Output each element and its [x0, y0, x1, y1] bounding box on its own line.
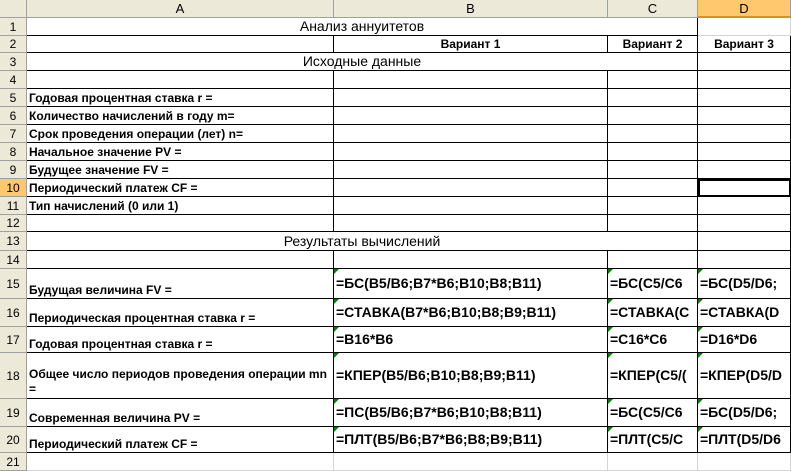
row-7	[0, 125, 791, 143]
row-header-7[interactable]: 7	[0, 125, 27, 143]
cell-b12[interactable]	[334, 215, 608, 232]
row-2	[0, 36, 791, 53]
column-header-d[interactable]: D	[698, 0, 791, 18]
cell-b15-formula[interactable]: =БС(B5/B6;B7*B6;B10;B8;B11)	[334, 269, 608, 299]
cell-d14[interactable]	[698, 251, 791, 269]
cell-a6[interactable]: Количество начислений в году m=	[27, 107, 334, 125]
row-header-1[interactable]: 1	[0, 18, 27, 36]
cell-c9[interactable]	[608, 161, 698, 179]
cell-d16-formula[interactable]: =СТАВКА(D	[698, 299, 791, 327]
cell-a5[interactable]: Годовая процентная ставка r =	[27, 89, 334, 107]
cell-c16-formula[interactable]: =СТАВКА(C	[608, 299, 698, 327]
cell-a16[interactable]: Периодическая процентная ставка r =	[27, 299, 334, 327]
row-13	[0, 232, 791, 251]
row-10	[0, 179, 791, 197]
row-header-14[interactable]: 14	[0, 251, 27, 269]
row-header-21[interactable]: 21	[0, 453, 27, 471]
cell-d21[interactable]	[698, 453, 791, 471]
row-header-2[interactable]: 2	[0, 36, 27, 53]
cell-c7[interactable]	[608, 125, 698, 143]
row-header-3[interactable]: 3	[0, 53, 27, 71]
column-header-bar	[0, 0, 791, 18]
column-header-a[interactable]: A	[27, 0, 334, 18]
cell-d5[interactable]	[698, 89, 791, 107]
row-header-9[interactable]: 9	[0, 161, 27, 179]
row-4	[0, 71, 791, 89]
cell-a1-title[interactable]: Анализ аннуитетов	[27, 18, 698, 36]
cell-d3[interactable]	[698, 53, 791, 71]
cell-c12[interactable]	[608, 215, 698, 232]
cell-d7[interactable]	[698, 125, 791, 143]
row-header-6[interactable]: 6	[0, 107, 27, 125]
cell-b20-formula[interactable]: =ПЛТ(B5/B6;B7*B6;B8;B9;B11)	[334, 427, 608, 453]
cell-c11[interactable]	[608, 197, 698, 215]
row-header-10[interactable]: 10	[0, 179, 27, 197]
row-8	[0, 143, 791, 161]
cell-a9[interactable]: Будущее значение FV =	[27, 161, 334, 179]
cell-d1[interactable]	[698, 18, 791, 36]
cell-d13[interactable]	[698, 232, 791, 251]
row-6	[0, 107, 791, 125]
row-header-15[interactable]: 15	[0, 269, 27, 299]
cell-c6[interactable]	[608, 107, 698, 125]
cell-b2[interactable]: Вариант 1	[334, 36, 608, 53]
cell-a2[interactable]	[27, 36, 334, 53]
row-header-5[interactable]: 5	[0, 89, 27, 107]
cell-c2[interactable]: Вариант 2	[608, 36, 698, 53]
cell-b10[interactable]	[334, 179, 608, 197]
cell-d4[interactable]	[698, 71, 791, 89]
row-header-16[interactable]: 16	[0, 299, 27, 327]
cell-c15-formula[interactable]: =БС(C5/C6	[608, 269, 698, 299]
row-14	[0, 251, 791, 269]
cell-a10[interactable]: Периодический платеж CF =	[27, 179, 334, 197]
cell-a17[interactable]: Годовая процентная ставка r =	[27, 327, 334, 353]
row-9	[0, 161, 791, 179]
row-16	[0, 299, 791, 327]
cell-d19-formula[interactable]: =БС(D5/D6;	[698, 399, 791, 427]
cell-d15-formula[interactable]: =БС(D5/D6;	[698, 269, 791, 299]
cell-c20-formula[interactable]: =ПЛТ(C5/C	[608, 427, 698, 453]
row-header-12[interactable]: 12	[0, 215, 27, 232]
row-18	[0, 353, 791, 399]
cell-a18[interactable]: Общее число периодов проведения операции mn =	[27, 353, 334, 399]
cell-d18-formula[interactable]: =КПЕР(D5/D	[698, 353, 791, 399]
row-header-4[interactable]: 4	[0, 71, 27, 89]
cell-c8[interactable]	[608, 143, 698, 161]
cell-b9[interactable]	[334, 161, 608, 179]
row-12	[0, 215, 791, 232]
cell-c18-formula[interactable]: =КПЕР(C5/(	[608, 353, 698, 399]
cell-b8[interactable]	[334, 143, 608, 161]
cell-c14[interactable]	[608, 251, 698, 269]
cell-a15[interactable]: Будущая величина FV =	[27, 269, 334, 299]
row-header-11[interactable]: 11	[0, 197, 27, 215]
cell-b21[interactable]	[334, 453, 608, 471]
cell-d17-formula[interactable]: =D16*D6	[698, 327, 791, 353]
row-header-17[interactable]: 17	[0, 327, 27, 353]
cell-d11[interactable]	[698, 197, 791, 215]
cell-b14[interactable]	[334, 251, 608, 269]
cell-c19-formula[interactable]: =БС(C5/C6	[608, 399, 698, 427]
row-11	[0, 197, 791, 215]
cell-c4[interactable]	[608, 71, 698, 89]
cell-b4[interactable]	[334, 71, 608, 89]
row-21	[0, 453, 791, 471]
row-header-8[interactable]: 8	[0, 143, 27, 161]
cell-b11[interactable]	[334, 197, 608, 215]
cell-d20-formula[interactable]: =ПЛТ(D5/D6	[698, 427, 791, 453]
row-1	[0, 18, 791, 36]
cell-b17-formula[interactable]: =B16*B6	[334, 327, 608, 353]
row-19	[0, 399, 791, 427]
cell-b5[interactable]	[334, 89, 608, 107]
column-header-c[interactable]: C	[608, 0, 698, 18]
cell-b18-formula[interactable]: =КПЕР(B5/B6;B10;B8;B9;B11)	[334, 353, 608, 399]
column-header-b[interactable]: B	[334, 0, 608, 18]
cell-a19[interactable]: Современная величина PV =	[27, 399, 334, 427]
cell-a3-title[interactable]: Исходные данные	[27, 53, 698, 71]
row-5	[0, 89, 791, 107]
cell-b19-formula[interactable]: =ПС(B5/B6;B7*B6;B10;B8;B11)	[334, 399, 608, 427]
cell-d9[interactable]	[698, 161, 791, 179]
cell-a7[interactable]: Срок проведения операции (лет) n=	[27, 125, 334, 143]
cell-b6[interactable]	[334, 107, 608, 125]
cell-a21[interactable]	[27, 453, 334, 471]
row-20	[0, 427, 791, 453]
select-all-corner[interactable]	[0, 0, 27, 18]
row-3	[0, 53, 791, 71]
row-17	[0, 327, 791, 353]
cell-d8[interactable]	[698, 143, 791, 161]
cell-b7[interactable]	[334, 125, 608, 143]
cell-a4[interactable]	[27, 71, 334, 89]
row-header-18[interactable]: 18	[0, 353, 27, 399]
row-header-13[interactable]: 13	[0, 232, 27, 251]
cell-a13-title[interactable]: Результаты вычислений	[27, 232, 698, 251]
cell-a14[interactable]	[27, 251, 334, 269]
cell-a11[interactable]: Тип начислений (0 или 1)	[27, 197, 334, 215]
cell-a8[interactable]: Начальное значение PV =	[27, 143, 334, 161]
cell-c10[interactable]	[608, 179, 698, 197]
cell-c21[interactable]	[608, 453, 698, 471]
cell-a12[interactable]	[27, 215, 334, 232]
cell-d2[interactable]: Вариант 3	[698, 36, 791, 53]
cell-d6[interactable]	[698, 107, 791, 125]
cell-c17-formula[interactable]: =C16*C6	[608, 327, 698, 353]
cell-d10-active[interactable]	[698, 179, 791, 197]
cell-c5[interactable]	[608, 89, 698, 107]
cell-b16-formula[interactable]: =СТАВКА(B7*B6;B10;B8;B9;B11)	[334, 299, 608, 327]
cell-a20[interactable]: Периодический платеж CF =	[27, 427, 334, 453]
cell-d12[interactable]	[698, 215, 791, 232]
row-15	[0, 269, 791, 299]
row-header-19[interactable]: 19	[0, 399, 27, 427]
row-header-20[interactable]: 20	[0, 427, 27, 453]
